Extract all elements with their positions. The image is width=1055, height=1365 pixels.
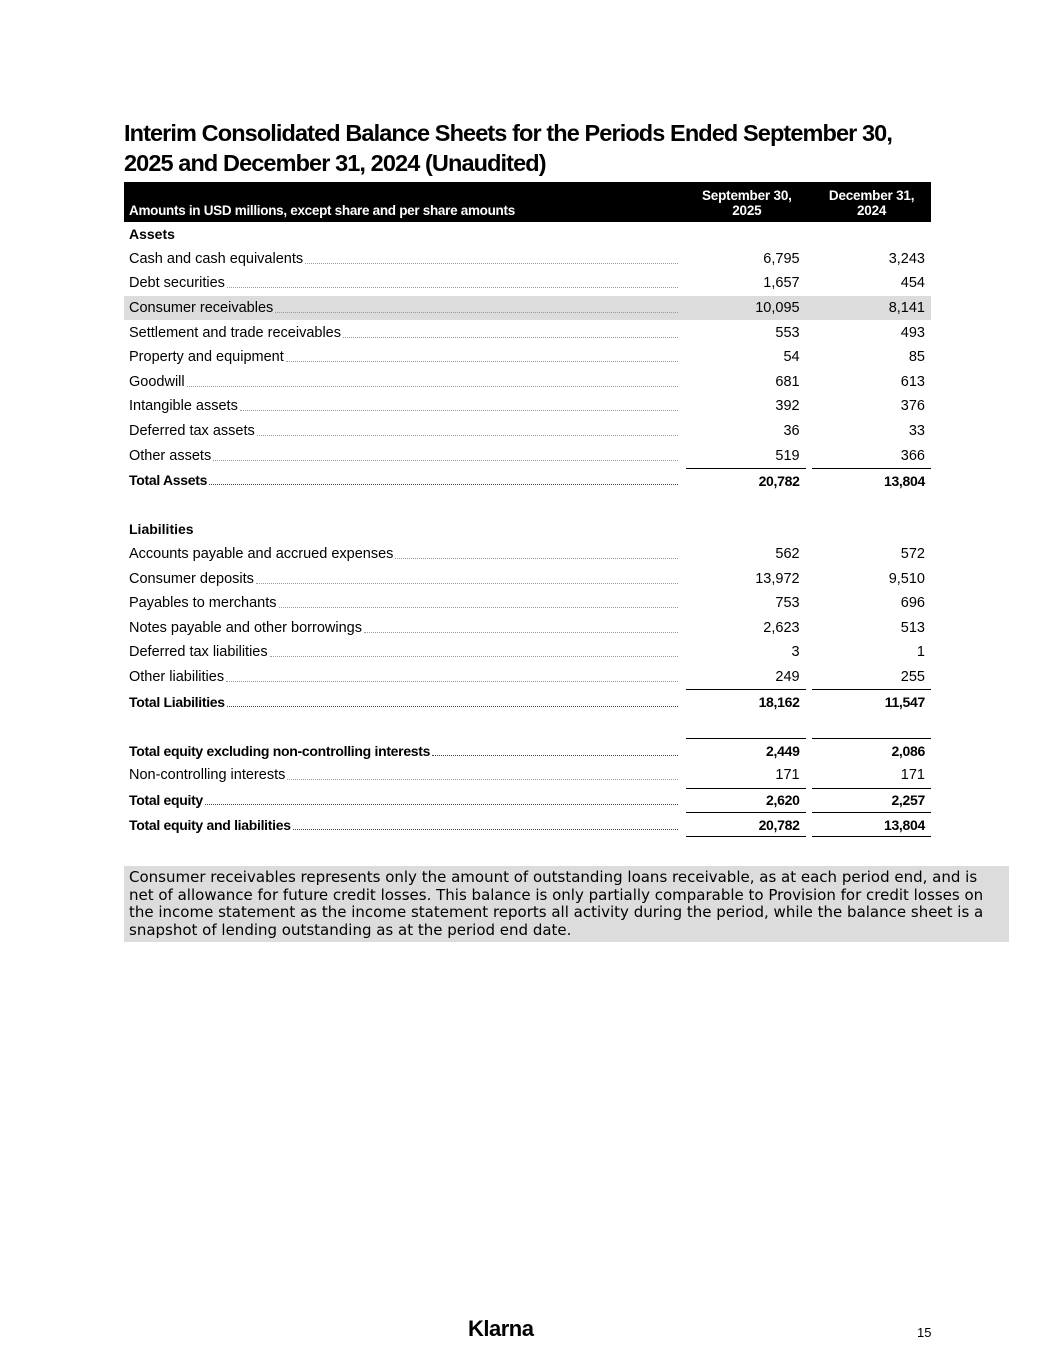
table-row [124,247,931,272]
row-label-text: Payables to merchants [129,595,277,612]
row-label [124,616,678,641]
table-row [124,542,931,567]
table-row [124,271,931,296]
value-dec-2024: 2,086 [812,738,931,763]
row-label [124,271,678,296]
value-dec-2024: 171 [900,767,925,784]
col2-header-text: December 31, 2024 [828,188,915,218]
row-label [124,320,678,345]
row-label-text: Other assets [129,447,212,464]
header-label: Amounts in USD millions, except share and per share amounts [129,203,515,218]
value-dec-2024: 2,257 [812,788,931,813]
row-label-text: Total equity excluding non-controlling interests [129,742,431,759]
value-sep-2025: 562 [775,546,800,563]
table-row [124,222,931,247]
row-label [124,468,678,493]
value-sep-2025: 18,162 [686,689,805,714]
table-row [124,738,931,763]
row-label [124,247,678,272]
dot-leader [432,754,678,756]
value-dec-2024 [812,517,931,542]
value-sep-2025: 2,623 [763,619,800,636]
dot-leader [227,705,678,707]
dot-leader [270,655,679,657]
table-spacer-row [124,493,931,518]
value-sep-2025: 54 [783,349,800,366]
table-row [124,320,931,345]
table-row [124,812,931,837]
col1-header-text: September 30, 2025 [701,188,792,218]
table-body [124,222,931,837]
page-title: Interim Consolidated Balance Sheets for the Periods Ended September 30, 2025 and December 31, 2024 (Unaudited) [124,120,892,176]
table-row [124,665,931,690]
value-dec-2024: 3,243 [888,250,925,267]
row-label-text: Non-controlling interests [129,767,286,784]
row-label [124,394,678,419]
row-label-text: Total Assets [129,472,208,489]
row-label [124,738,678,763]
value-sep-2025: 553 [775,324,800,341]
dot-leader [205,803,678,805]
value-dec-2024: 572 [900,546,925,563]
table-header [124,182,931,222]
dot-leader [275,311,678,313]
row-label [124,689,678,714]
value-dec-2024: 1 [916,644,925,661]
value-sep-2025: 681 [775,373,800,390]
dot-leader [213,459,678,461]
value-sep-2025: 6,795 [763,250,800,267]
table-row [124,517,931,542]
table-spacer-row [124,714,931,739]
table-row [124,689,931,714]
value-dec-2024: 493 [900,324,925,341]
dot-leader [279,606,679,608]
value-sep-2025: 392 [775,398,800,415]
value-sep-2025: 20,782 [686,812,805,837]
table-row [124,591,931,616]
table-row [124,443,931,468]
table-row [124,394,931,419]
footnote-box: Consumer receivables represents only the amount of outstanding loans receivable, as at each period end, and is net of allowance for future credit losses. This balance is only partially comparable to Provision for credit losses on the income statement as the income statement reports all activity during the period, while the balance sheet is a snapshot of lending outstanding as at the period end date. [124,866,1009,942]
row-label-text: Total equity and liabilities [129,816,291,833]
table-row [124,296,931,321]
value-sep-2025: 20,782 [686,468,805,493]
dot-leader [209,483,678,485]
row-label-text: Total Liabilities [129,693,225,710]
dot-leader [187,385,679,387]
value-sep-2025: 171 [775,767,800,784]
value-sep-2025: 1,657 [763,275,800,292]
dot-leader [286,360,678,362]
dot-leader [240,409,678,411]
value-sep-2025: 3 [791,644,800,661]
row-label-text: Consumer deposits [129,570,254,587]
value-sep-2025: 2,449 [686,738,805,763]
value-dec-2024: 13,804 [812,812,931,837]
header-col-dec-2024 [812,182,931,222]
row-label [124,591,678,616]
row-label-text: Other liabilities [129,668,225,685]
row-label [124,542,678,567]
row-label-text: Debt securities [129,275,225,292]
row-label-text: Liabilities [129,521,194,538]
row-label-text: Settlement and trade receivables [129,324,341,341]
value-dec-2024: 376 [900,398,925,415]
row-label [124,640,678,665]
balance-sheet-table [124,182,931,837]
row-label [124,566,678,591]
dot-leader [287,778,678,780]
row-label-text: Deferred tax liabilities [129,644,268,661]
row-label [124,665,678,690]
dot-leader [293,828,679,830]
value-dec-2024: 13,804 [812,468,931,493]
row-label-text: Total equity [129,791,203,808]
value-sep-2025: 249 [775,668,800,685]
dot-leader [226,680,678,682]
value-sep-2025 [686,222,805,247]
value-sep-2025: 10,095 [755,300,800,317]
value-sep-2025 [686,517,805,542]
row-label-text: Consumer receivables [129,300,274,317]
value-dec-2024: 33 [908,423,925,440]
dot-leader [256,582,678,584]
row-label [124,370,678,395]
row-label [124,443,678,468]
row-label-text: Cash and cash equivalents [129,250,304,267]
value-dec-2024: 85 [908,349,925,366]
table-row [124,788,931,813]
value-sep-2025: 753 [775,595,800,612]
value-dec-2024: 11,547 [812,689,931,714]
value-sep-2025: 13,972 [755,570,800,587]
value-dec-2024: 255 [900,668,925,685]
row-label-text: Goodwill [129,373,185,390]
table-row [124,468,931,493]
row-label [124,419,678,444]
table-row [124,370,931,395]
dot-leader [343,336,678,338]
dot-leader [305,262,678,264]
row-label-text: Notes payable and other borrowings [129,619,362,636]
value-dec-2024 [812,222,931,247]
value-dec-2024: 696 [900,595,925,612]
table-row [124,616,931,641]
row-label-text: Accounts payable and accrued expenses [129,546,394,563]
table-row [124,566,931,591]
dot-leader [364,631,678,633]
value-dec-2024: 9,510 [888,570,925,587]
row-label [124,296,678,321]
row-label [124,222,678,247]
value-dec-2024: 366 [900,447,925,464]
dot-leader [257,434,678,436]
page-number: 15 [917,1325,932,1340]
value-dec-2024: 613 [900,373,925,390]
row-label [124,812,678,837]
dot-leader [227,286,678,288]
klarna-logo: Klarna [468,1316,534,1341]
value-dec-2024: 8,141 [888,300,925,317]
row-label [124,763,678,788]
value-sep-2025: 2,620 [686,788,805,813]
row-label [124,517,678,542]
row-label-text: Deferred tax assets [129,423,255,440]
row-label [124,345,678,370]
header-col-sep-2025 [687,182,806,222]
row-label-text: Assets [129,226,175,243]
row-label [124,788,678,813]
value-sep-2025: 36 [783,423,800,440]
value-sep-2025: 519 [775,447,800,464]
row-label-text: Property and equipment [129,349,284,366]
table-row [124,640,931,665]
row-label-text: Intangible assets [129,398,238,415]
table-row [124,345,931,370]
table-row [124,419,931,444]
dot-leader [395,557,678,559]
value-dec-2024: 513 [900,619,925,636]
value-dec-2024: 454 [900,275,925,292]
table-row [124,763,931,788]
